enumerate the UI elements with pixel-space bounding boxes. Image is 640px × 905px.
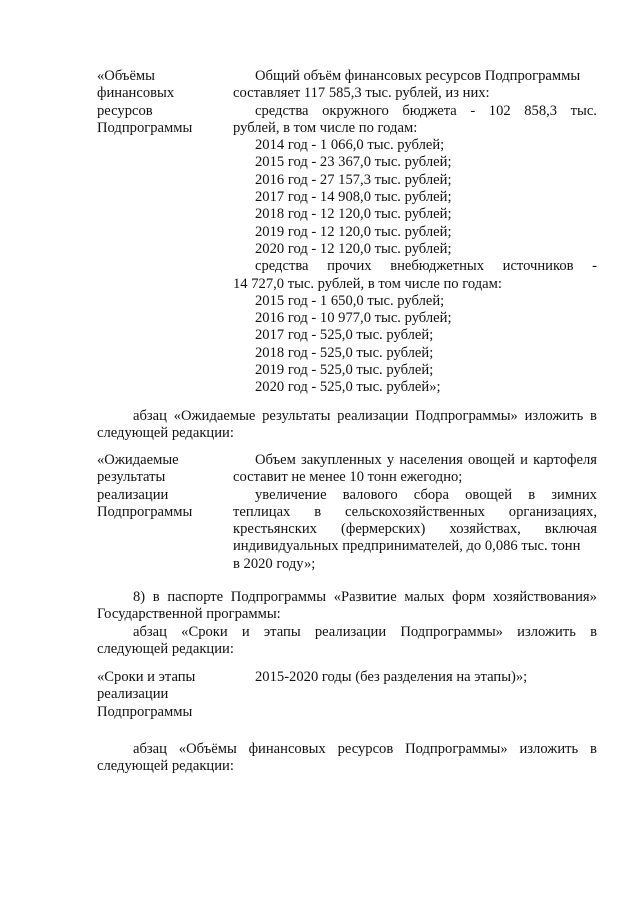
word: Подпрограммы [230, 589, 327, 605]
label-line: «Сроки и этапы [97, 669, 196, 685]
label-line: реализации [97, 486, 169, 503]
word: тыс. [570, 102, 597, 119]
word: реализации [337, 408, 409, 424]
year-line: 2017 год - 14 908,0 тыс. рублей; [255, 189, 452, 206]
word: 8) [133, 589, 146, 605]
word: абзац [133, 741, 167, 757]
word: абзац [133, 408, 167, 424]
text-line: в 2020 году»; [233, 555, 316, 572]
word: реализации [314, 623, 387, 640]
financing-text [233, 68, 597, 397]
results-label [97, 452, 227, 521]
word: паспорте [167, 589, 224, 605]
label-line: Подпрограммы [97, 503, 193, 520]
financing-label [97, 68, 227, 137]
label-line: результаты [97, 469, 166, 486]
word: закупленных [301, 452, 382, 468]
text-line: следующей редакции: [97, 640, 234, 657]
label-line: «Ожидаемые [97, 452, 179, 468]
word: и [241, 623, 250, 640]
word: хозяйствования» [492, 589, 597, 605]
year-line: 2015 год - 23 367,0 тыс. рублей; [255, 154, 452, 171]
label-line: Подпрограммы [97, 119, 193, 136]
justified-line [97, 624, 597, 641]
word: «Сроки [181, 623, 228, 640]
text-line: Государственной программы: [97, 606, 281, 623]
word: «Развитие [333, 589, 397, 605]
word: 858,3 [524, 102, 558, 119]
year-line: 2018 год - 12 120,0 тыс. рублей; [255, 206, 452, 223]
results-text [233, 452, 597, 573]
word: сельскохозяйственных [344, 503, 485, 520]
word: ресурсов [337, 741, 394, 757]
word: малых [404, 589, 445, 605]
word: включая [544, 521, 597, 538]
word: зимних [551, 486, 597, 503]
text-line: индивидуальных предпринимателей, до 0,086 тыс. тонн [233, 538, 581, 555]
word: - [592, 258, 597, 275]
word: средства [255, 258, 309, 275]
word: изложить [519, 741, 579, 757]
year-line: 2015 год - 1 650,0 тыс. рублей; [255, 292, 445, 309]
year-line: 2020 год - 12 120,0 тыс. рублей; [255, 240, 452, 257]
justified-line [233, 504, 597, 521]
year-line: 2018 год - 525,0 тыс. рублей; [255, 344, 434, 361]
word: бюджета [402, 102, 457, 119]
terms-text [233, 669, 597, 686]
word: (фермерских) [341, 521, 426, 538]
word: увеличение [255, 486, 327, 503]
text-line: 2015-2020 годы (без разделения на этапы)»; [255, 669, 528, 685]
word: сбора [413, 486, 449, 503]
label-line: «Объёмы [97, 68, 155, 84]
word: «Ожидаемые [173, 408, 256, 424]
label-line: ресурсов [97, 102, 153, 119]
word: картофеля [533, 452, 597, 468]
word: в [528, 486, 536, 503]
word: изложить [524, 408, 584, 424]
year-line: 2019 год - 12 120,0 тыс. рублей; [255, 223, 452, 240]
word: и [520, 452, 528, 468]
word: у [386, 452, 395, 468]
word: этапы [263, 623, 301, 640]
word: Объем [255, 452, 296, 468]
word: Подпрограммы» [415, 408, 518, 424]
justified-line [233, 103, 597, 120]
word: Подпрограммы» [405, 741, 508, 757]
year-line: 2019 год - 525,0 тыс. рублей; [255, 362, 434, 379]
word: в [152, 589, 160, 605]
year-line: 2016 год - 27 157,3 тыс. рублей; [255, 171, 452, 188]
text-line: составит не менее 10 тонн ежегодно; [233, 469, 463, 486]
word: в [590, 408, 597, 424]
justified-line [97, 408, 597, 425]
word: хозяйствах, [449, 521, 521, 538]
paragraph-expected-results [97, 408, 597, 443]
label-line: Подпрограммы [97, 703, 193, 720]
word: результаты [262, 408, 331, 424]
word: - [470, 102, 476, 119]
word: 102 [488, 102, 511, 119]
word: овощей [465, 486, 513, 503]
word: Подпрограммы» [400, 623, 503, 640]
word: теплицах [233, 503, 291, 520]
label-line: финансовых [97, 85, 175, 102]
word: валового [342, 486, 398, 503]
text-line: рублей, в том числе по годам: [233, 119, 418, 136]
year-line: 2014 год - 1 066,0 тыс. рублей; [255, 137, 445, 154]
paragraph-small-business [97, 589, 597, 658]
text-line: составляет 117 585,3 тыс. рублей, из них: [233, 85, 490, 102]
justified-line [97, 741, 597, 758]
word: внебюджетных [390, 258, 485, 275]
year-line: 2017 год - 525,0 тыс. рублей; [255, 327, 434, 344]
year-line: 2020 год - 525,0 тыс. рублей»; [255, 379, 441, 396]
word: прочих [327, 258, 372, 275]
word: в [590, 623, 597, 640]
word: средства [255, 102, 309, 119]
justified-line [97, 589, 597, 606]
word: окружного [322, 102, 389, 119]
justified-line [233, 258, 597, 275]
justified-line [233, 521, 597, 538]
text-line: 14 727,0 тыс. рублей, в том числе по годам: [233, 275, 502, 292]
text-line: следующей редакции: [97, 758, 234, 775]
word: крестьянских [233, 521, 317, 538]
word: источников [502, 258, 574, 275]
justified-line [233, 452, 597, 469]
word: населения [399, 452, 463, 468]
word: в [314, 503, 322, 520]
word: овощей [468, 452, 515, 468]
word: изложить [517, 623, 576, 640]
text-line: Общий объём финансовых ресурсов Подпрограммы [255, 68, 581, 84]
justified-line [233, 487, 597, 504]
word: форм [452, 589, 486, 605]
label-line: реализации [97, 686, 169, 703]
year-line: 2016 год - 10 977,0 тыс. рублей; [255, 310, 452, 327]
word: финансовых [248, 741, 326, 757]
terms-label [97, 669, 227, 721]
word: «Объёмы [178, 741, 237, 757]
text-line: следующей редакции: [97, 425, 234, 442]
word: абзац [133, 623, 167, 640]
word: в [590, 741, 597, 757]
word: организациях, [508, 503, 597, 520]
paragraph-financing [97, 741, 597, 776]
